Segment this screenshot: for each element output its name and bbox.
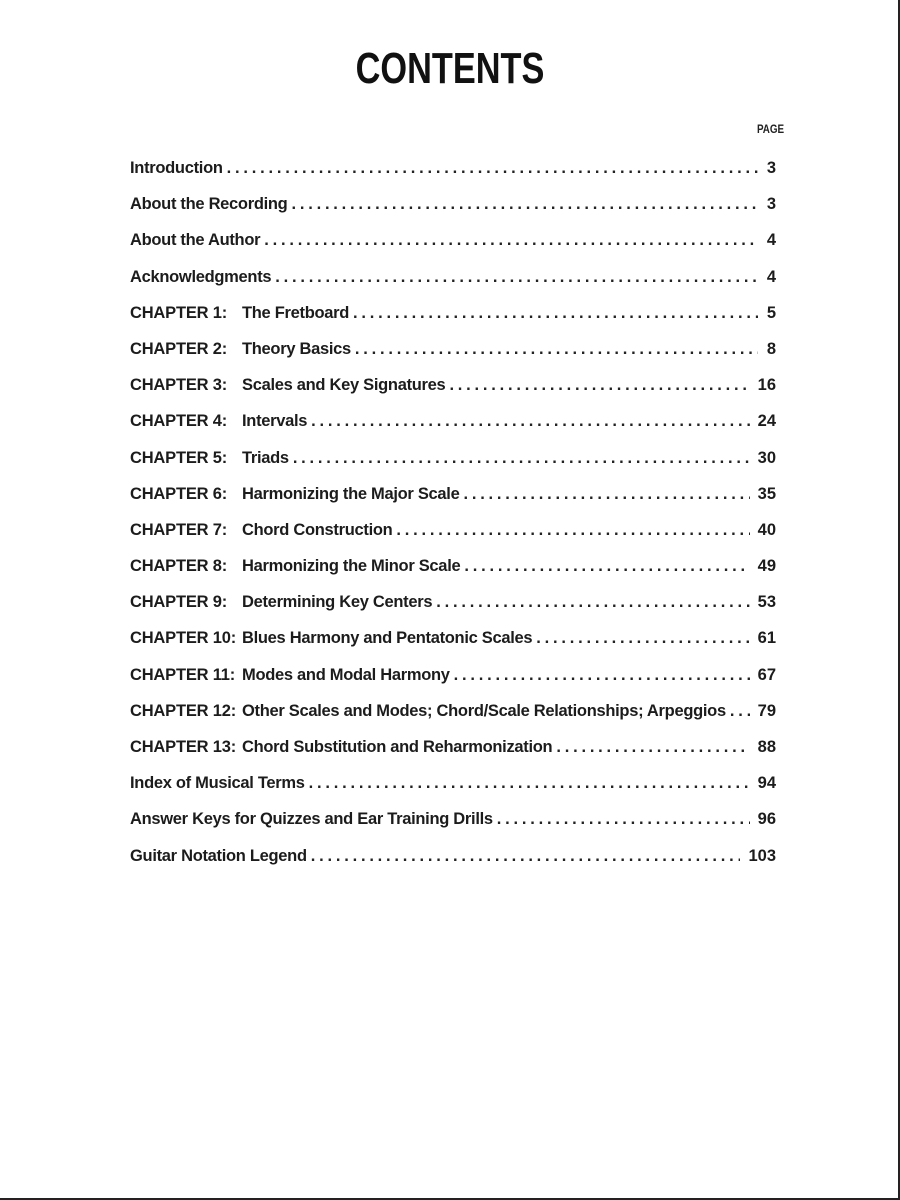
toc-dot-leader — [275, 259, 758, 295]
toc-entry — [130, 476, 776, 512]
toc-entry-chapter: CHAPTER 2: — [130, 339, 228, 358]
toc-entry-chapter: CHAPTER 13: — [130, 738, 236, 756]
toc-entry-page-number: 5 — [766, 303, 776, 322]
toc-entry — [130, 801, 776, 837]
toc-dot-leader — [463, 476, 749, 512]
toc-entry-title: The Fretboard — [242, 303, 350, 322]
toc-dot-leader — [536, 620, 749, 656]
toc-dot-leader — [464, 548, 749, 584]
toc-entry — [130, 657, 776, 693]
toc-entry-title: About the Author — [130, 231, 261, 250]
toc-entry-page-number: 24 — [757, 412, 776, 431]
toc-entry-page-number: 53 — [757, 593, 776, 612]
toc-entry-title: Introduction — [130, 159, 223, 177]
toc-entry-title: Harmonizing the Minor Scale — [242, 557, 461, 576]
toc-entry-title: Modes and Modal Harmony — [242, 665, 450, 684]
toc-entry — [130, 512, 776, 548]
toc-entry — [130, 186, 776, 222]
toc-entry-page-number: 40 — [757, 520, 776, 539]
toc-entry-title: Scales and Key Signatures — [242, 376, 446, 395]
toc-dot-leader — [353, 295, 758, 331]
toc-entry-page-number: 35 — [757, 484, 776, 503]
toc-entry — [130, 150, 776, 186]
toc-entry-title: About the Recording — [130, 195, 288, 214]
page-title: CONTENTS — [355, 44, 545, 93]
toc-entry-title: Harmonizing the Major Scale — [242, 484, 460, 503]
toc-entry-title: Triads — [242, 448, 289, 467]
toc-entry-chapter: CHAPTER 5: — [130, 448, 228, 467]
toc-entry-chapter: CHAPTER 4: — [130, 412, 228, 431]
toc-entry-title: Other Scales and Modes; Chord/Scale Relationships; Arpeggios — [242, 701, 726, 720]
toc-entry-page-number: 16 — [757, 376, 776, 395]
page-column-label: PAGE — [756, 122, 784, 136]
toc-entry-page-number: 3 — [766, 195, 776, 214]
toc-entry-chapter: CHAPTER 11: — [130, 665, 236, 684]
toc-entry-title: Guitar Notation Legend — [130, 846, 307, 865]
toc-entry-chapter: CHAPTER 8: — [130, 557, 228, 576]
toc-entry-chapter: CHAPTER 1: — [130, 303, 228, 322]
toc-entry — [130, 584, 776, 620]
toc-entry-title: Theory Basics — [242, 339, 351, 358]
toc-entry-page-number: 8 — [766, 339, 776, 358]
toc-entry-title: Acknowledgments — [130, 267, 272, 286]
toc-dot-leader — [311, 838, 741, 874]
toc-dot-leader — [264, 222, 758, 258]
toc-entry-title: Chord Substitution and Reharmonization — [242, 738, 553, 756]
toc-entry-page-number: 61 — [757, 629, 776, 648]
toc-entry-title: Intervals — [242, 412, 308, 431]
toc-dot-leader — [730, 693, 750, 729]
toc-dot-leader — [556, 729, 749, 765]
toc-dot-leader — [396, 512, 749, 548]
toc-entry — [130, 259, 776, 295]
toc-entry-chapter: CHAPTER 10: — [130, 629, 236, 648]
toc-entry — [130, 548, 776, 584]
toc-entry — [130, 295, 776, 331]
table-of-contents — [130, 150, 776, 874]
toc-dot-leader — [291, 186, 758, 222]
toc-entry-page-number: 96 — [757, 810, 776, 829]
toc-entry — [130, 620, 776, 656]
toc-dot-leader — [309, 765, 750, 801]
toc-entry — [130, 838, 776, 874]
toc-entry — [130, 222, 776, 258]
toc-entry-page-number: 3 — [766, 159, 776, 177]
toc-entry-page-number: 67 — [757, 665, 776, 684]
toc-entry-page-number: 49 — [757, 557, 776, 576]
toc-entry-page-number: 4 — [766, 231, 776, 250]
toc-entry-chapter: CHAPTER 12: — [130, 701, 236, 720]
toc-dot-leader — [293, 440, 750, 476]
toc-entry-title: Index of Musical Terms — [130, 774, 305, 793]
toc-entry-page-number: 4 — [766, 267, 776, 286]
toc-entry — [130, 403, 776, 439]
toc-entry — [130, 331, 776, 367]
toc-dot-leader — [227, 150, 758, 186]
toc-dot-leader — [449, 367, 749, 403]
toc-entry-page-number: 103 — [748, 846, 776, 865]
toc-entry-title: Chord Construction — [242, 520, 393, 539]
toc-entry-title: Answer Keys for Quizzes and Ear Training Drills — [130, 810, 493, 829]
toc-entry — [130, 765, 776, 801]
toc-dot-leader — [311, 403, 749, 439]
toc-dot-leader — [497, 801, 750, 837]
toc-entry-chapter: CHAPTER 9: — [130, 593, 228, 612]
toc-entry-chapter: CHAPTER 7: — [130, 520, 228, 539]
toc-entry-title: Determining Key Centers — [242, 593, 433, 612]
toc-entry — [130, 367, 776, 403]
toc-entry — [130, 693, 776, 729]
toc-entry — [130, 440, 776, 476]
toc-dot-leader — [355, 331, 758, 367]
toc-entry-chapter: CHAPTER 6: — [130, 484, 228, 503]
toc-entry-chapter: CHAPTER 3: — [130, 376, 228, 395]
toc-entry-title: Blues Harmony and Pentatonic Scales — [242, 629, 533, 648]
toc-dot-leader — [454, 657, 750, 693]
toc-entry-page-number: 88 — [757, 738, 776, 756]
toc-entry-page-number: 30 — [757, 448, 776, 467]
toc-entry-page-number: 94 — [757, 774, 776, 793]
toc-entry-page-number: 79 — [757, 701, 776, 720]
toc-dot-leader — [436, 584, 749, 620]
toc-entry — [130, 729, 776, 765]
